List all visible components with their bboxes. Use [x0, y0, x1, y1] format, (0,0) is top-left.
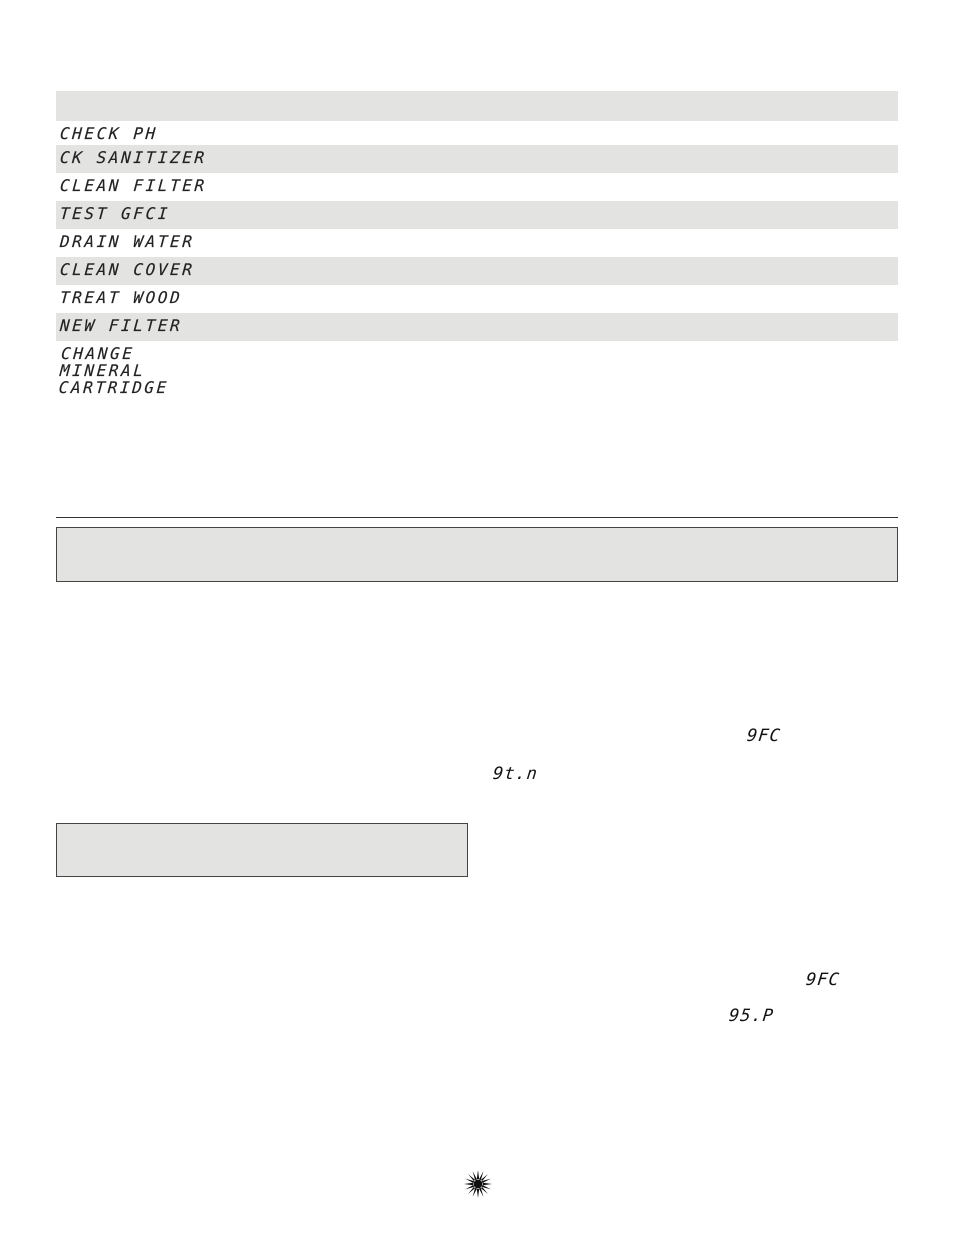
- sunburst-logo-icon: [464, 1170, 492, 1198]
- lcd-message: CHECK PH: [59, 124, 159, 143]
- lcd-message: CK SANITIZER: [59, 148, 208, 167]
- display-code-gfc: 9FC: [745, 726, 782, 746]
- display-code-gsp: 95.P: [727, 1006, 776, 1026]
- display-code-gtn: 9t.n: [491, 764, 540, 784]
- section-divider: [56, 517, 898, 518]
- display-code-gfc: 9FC: [804, 970, 841, 990]
- table-row: [56, 341, 898, 401]
- table-row: [56, 201, 898, 229]
- table-row: [56, 257, 898, 285]
- table-header-bar: [56, 91, 898, 121]
- table-row: [56, 313, 898, 341]
- lcd-message: CLEAN COVER: [59, 260, 196, 279]
- note-box-narrow: [56, 823, 468, 877]
- lcd-message: CHANGE MINERAL CARTRIDGE: [58, 344, 170, 397]
- note-box-wide: [56, 527, 898, 582]
- lcd-message: NEW FILTER: [59, 316, 183, 335]
- lcd-message: TREAT WOOD: [59, 288, 183, 307]
- lcd-message: CLEAN FILTER: [59, 176, 208, 195]
- table-row: [56, 145, 898, 173]
- lcd-message: TEST GFCI: [59, 204, 171, 223]
- table-row: [56, 229, 898, 257]
- table-row: [56, 285, 898, 313]
- lcd-message: DRAIN WATER: [59, 232, 196, 251]
- table-row: [56, 173, 898, 201]
